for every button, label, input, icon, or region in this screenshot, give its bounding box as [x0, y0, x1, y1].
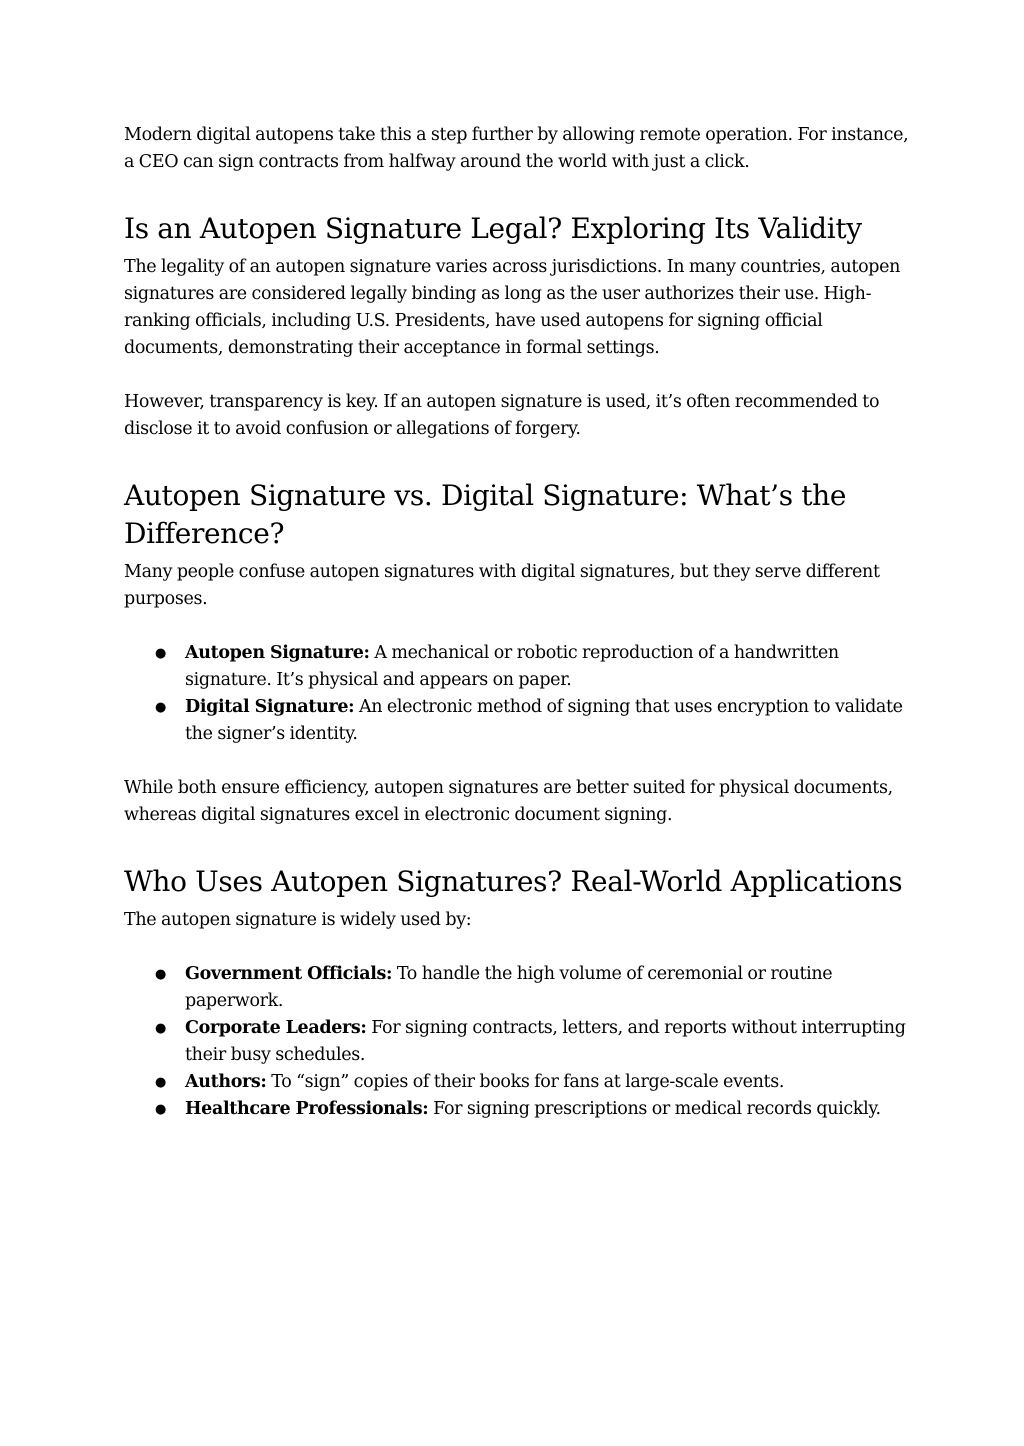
- comparison-heading: Autopen Signature vs. Digital Signature: What’s the Difference?: [124, 479, 847, 550]
- list-item: [124, 1096, 914, 1123]
- legal-paragraph-1: The legality of an autopen signature varies across jurisdictions. In many countries, autopen signatures are considered legally binding as long as the user authorizes their use. High-ranking officials, including U.S. Presidents, have used autopens for signing official documents, demonstrating their acceptance in formal settings.: [124, 257, 901, 358]
- bullet-icon: ●: [155, 646, 166, 661]
- comparison-closing: While both ensure efficiency, autopen signatures are better suited for physical documents, whereas digital signatures excel in electronic document signing.: [124, 778, 893, 825]
- bullet-icon: ●: [155, 1021, 166, 1036]
- list-item-term: Authors:: [185, 1072, 267, 1092]
- bullet-icon: ●: [155, 1075, 166, 1090]
- users-heading: Who Uses Autopen Signatures? Real-World Applications: [124, 865, 903, 898]
- list-item-text: An electronic method of signing that uses encryption to validate the signer’s identity.: [185, 697, 903, 744]
- document-page: [124, 122, 914, 1123]
- intro-paragraph: Modern digital autopens take this a step further by allowing remote operation. For instance, a CEO can sign contracts from halfway around the world with just a click.: [124, 125, 909, 172]
- users-paragraph: The autopen signature is widely used by:: [124, 910, 472, 930]
- list-item: [124, 640, 914, 694]
- list-item-term: Corporate Leaders:: [185, 1018, 367, 1038]
- legal-paragraph-2: However, transparency is key. If an autopen signature is used, it’s often recommended to disclose it to avoid confusion or allegations of forgery.: [124, 392, 880, 439]
- list-item: [124, 961, 914, 1015]
- list-item: [124, 1015, 914, 1069]
- list-item-term: Autopen Signature:: [185, 643, 370, 663]
- list-item-text: To “sign” copies of their books for fans at large-scale events.: [266, 1072, 785, 1092]
- bullet-icon: ●: [155, 1102, 166, 1117]
- list-item-term: Healthcare Professionals:: [185, 1099, 429, 1119]
- list-item-term: Government Officials:: [185, 964, 393, 984]
- list-item-text: A mechanical or robotic reproduction of a handwritten signature. It’s physical and appears on paper.: [185, 643, 839, 690]
- bullet-icon: ●: [155, 700, 166, 715]
- list-item-term: Digital Signature:: [185, 697, 355, 717]
- bullet-icon: ●: [155, 967, 166, 982]
- list-item-text: To handle the high volume of ceremonial or routine paperwork.: [185, 964, 833, 1011]
- comparison-list: [124, 640, 914, 748]
- list-item-text: For signing contracts, letters, and reports without interrupting their busy schedules.: [185, 1018, 906, 1065]
- legal-heading: Is an Autopen Signature Legal? Exploring Its Validity: [124, 212, 862, 245]
- users-list: [124, 961, 914, 1123]
- list-item: [124, 694, 914, 748]
- list-item: [124, 1069, 914, 1096]
- list-item-text: For signing prescriptions or medical records quickly.: [428, 1099, 881, 1119]
- comparison-paragraph: Many people confuse autopen signatures with digital signatures, but they serve different purposes.: [124, 562, 880, 609]
